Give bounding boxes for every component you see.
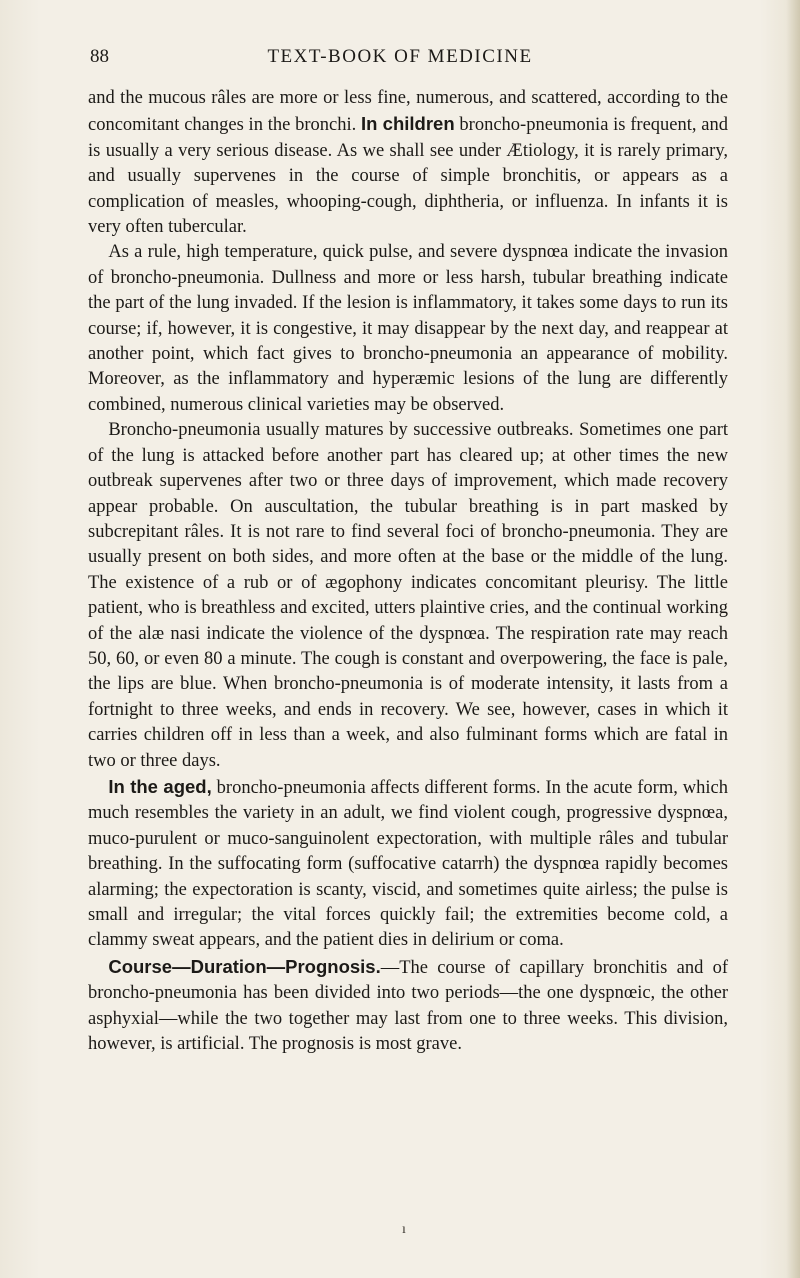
paragraph-text: —The course of capillary bronchitis and of broncho-pneumonia has been divided into two periods—the one dyspnœic, the other asphyxial—while the two together may last from one to three weeks. This division, however, is artificial. The prognosis is most grave. [88,957,728,1055]
side-heading-aged: In the aged, [108,775,212,797]
paragraph-invasion: As a rule, high temperature, quick pulse, and severe dyspnœa indicate the invasion of broncho-pneumonia. Dullness and more or less harsh, tubular breathing indicate the part of the lung invaded. If the lesion is inflammatory, it takes some days to run its course; if, however, it is congestive, it may disappear by the next day, and reappear at another point, which fact gives to broncho-pneumonia an appearance of mobility. Moreover, as the inflammatory and hyperæmic lesions of the lung are differently combined, numerous clinical varieties may be observed. [88,242,728,415]
side-heading-children: In children [360,113,455,135]
stray-print-mark: ı [402,1222,406,1237]
paragraph-text: and the mucous râles are more or less fine, numerous, and scattered, according to the concomitant changes in the bronchi. [88,88,728,136]
body-text [88,86,728,1057]
page-number: 88 [90,46,109,67]
paragraph-children [88,86,728,240]
paragraph-text: broncho-pneumonia affects different forms. In the acute form, which much resembles the variety in an adult, we find violent cough, progressive dyspnœa, muco-purulent or muco-sanguinolent expectoration, with multiple râles and tubular breathing. In the suffocating form (suffocative catarrh) the dyspnœa rapidly becomes alarming; the expectoration is scanty, viscid, and sometimes quite airless; the pulse is small and irregular; the vital forces quickly fail; the extremities become cold, a clammy sweat appears, and the patient dies in delirium or coma. [88,777,728,951]
paragraph-course [88,954,728,1058]
paragraph-aged [88,774,728,954]
paragraph-outbreaks: Broncho-pneumonia usually matures by successive outbreaks. Sometimes one part of the lung is attacked before another part has cleared up; at other times the new outbreak supervenes after two or three days of improvement, which made recovery appear probable. On auscultation, the tubular breathing is in part masked by subcrepitant râles. It is not rare to find several foci of broncho-pneumonia. They are usually present on both sides, and more often at the base or the middle of the lung. The existence of a rub or of ægophony indicates concomitant pleurisy. The little patient, who is breathless and excited, utters plaintive cries, and the continual working of the alæ nasi indicate the violence of the dyspnœa. The respiration rate may reach 50, 60, or even 80 a minute. The cough is constant and overpowering, the face is pale, the lips are blue. When broncho-pneumonia is of moderate intensity, it lasts from a fortnight to three weeks, and ends in recovery. We see, however, cases in which it carries children off in less than a week, and also fulminant forms which are fatal in two or three days. [88,420,728,771]
paragraph-text: broncho-pneumonia is frequent, and is usually a very serious disease. As we shall see under Ætiology, it is rarely primary, and usually supervenes in the course of simple bronchitis, or appears as a complication of measles, whooping-cough, diphtheria, or influenza. In infants it is very often tubercular. [88,115,728,238]
page-edge-shadow [786,0,800,1278]
page-header [80,46,720,74]
side-heading-course: Course—Duration—Prognosis. [108,955,381,977]
running-title: TEXT-BOOK OF MEDICINE [267,46,533,67]
